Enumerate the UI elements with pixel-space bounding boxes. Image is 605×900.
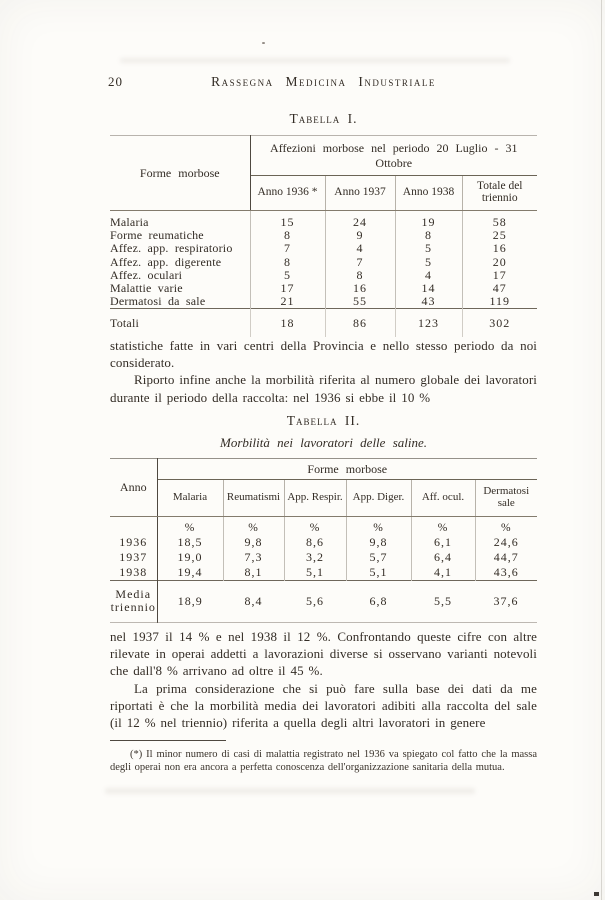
cell-value: 3,2	[284, 550, 346, 565]
cell-value: 25	[462, 229, 537, 242]
table2-col-header: Malaria	[157, 480, 223, 517]
cell-value: 19,0	[157, 550, 223, 565]
table1-col-header: Anno 1936 *	[250, 176, 325, 211]
cell-value: 7	[250, 242, 325, 255]
table2-col-header: Dermatosi sale	[475, 480, 537, 517]
percent-sign: %	[284, 517, 346, 536]
cell-value: 21	[250, 295, 325, 309]
table1-col-header: Totale del triennio	[462, 176, 537, 211]
percent-sign: %	[346, 517, 411, 536]
year-label: 1938	[110, 565, 157, 581]
cell-value: 44,7	[475, 550, 537, 565]
table1-title: Tabella I.	[289, 111, 358, 126]
cell-value: 4,1	[411, 565, 475, 581]
cell-value: 5	[395, 256, 462, 269]
cell-value: 5,1	[284, 565, 346, 581]
cell-value: 15	[250, 211, 325, 230]
cell-value: 24	[325, 211, 395, 230]
cell-value: 5,7	[346, 550, 411, 565]
table-row	[110, 295, 537, 309]
cell-value: 6,4	[411, 550, 475, 565]
media-value: 5,5	[411, 581, 475, 623]
cell-value: 5	[250, 269, 325, 282]
table2-col-header: Aff. ocul.	[411, 480, 475, 517]
percent-sign: %	[223, 517, 284, 536]
cell-value: 14	[395, 282, 462, 295]
totals-label: Totali	[110, 309, 250, 338]
cell-value: 6,1	[411, 535, 475, 550]
table-row	[110, 535, 537, 550]
ink-dot	[262, 42, 265, 44]
cell-value: 43,6	[475, 565, 537, 581]
body-text-2	[110, 628, 537, 731]
cell-value: 19,4	[157, 565, 223, 581]
percent-sign: %	[411, 517, 475, 536]
percent-sign: %	[475, 517, 537, 536]
cell-value: 16	[325, 282, 395, 295]
table1-header-forme-morbose: Forme morbose	[110, 136, 250, 211]
table2-wrap	[110, 458, 537, 623]
cell-value: 8,6	[284, 535, 346, 550]
table2-caption: Morbilità nei lavoratori delle saline.	[219, 435, 427, 450]
table2-col-header: Reumatismi	[223, 480, 284, 517]
table-row	[110, 565, 537, 581]
media-row	[110, 581, 537, 623]
cell-value: 24,6	[475, 535, 537, 550]
cell-value: 119	[462, 295, 537, 309]
footnote-rule	[110, 740, 226, 741]
media-value: 8,4	[223, 581, 284, 623]
row-label: Malaria	[110, 215, 149, 229]
total-value: 123	[395, 309, 462, 338]
paragraph: Riporto infine anche la morbilità riferita al numero globale dei lavoratori durante il periodo della raccolta: nel 1936 si ebbe il 10 %	[110, 372, 537, 405]
cell-value: 8	[395, 229, 462, 242]
year-label: 1936	[110, 535, 157, 550]
media-value: 6,8	[346, 581, 411, 623]
footnote	[110, 748, 537, 774]
media-value: 5,6	[284, 581, 346, 623]
total-value: 302	[462, 309, 537, 338]
cell-value: 43	[395, 295, 462, 309]
cell-value: 9,8	[346, 535, 411, 550]
row-label: Forme reumatiche	[110, 228, 204, 243]
cell-value: 8,1	[223, 565, 284, 581]
cell-value: 58	[462, 211, 537, 230]
cell-value: 8	[325, 269, 395, 282]
cell-value: 8	[250, 256, 325, 269]
total-value: 18	[250, 309, 325, 338]
row-label: Affez. app. digerente	[110, 254, 222, 269]
cell-value: 55	[325, 295, 395, 309]
row-label: Dermatosi da sale	[110, 294, 206, 309]
table-1	[110, 135, 537, 337]
table2-heading	[110, 413, 537, 451]
body-text-1	[110, 337, 537, 406]
scan-speck	[594, 892, 599, 896]
total-value: 86	[325, 309, 395, 338]
cell-value: 47	[462, 282, 537, 295]
row-label: Malattie varie	[110, 281, 183, 296]
cell-value: 7,3	[223, 550, 284, 565]
table1-col-header: Anno 1938	[395, 176, 462, 211]
table2-span-header: Forme morbose	[157, 459, 537, 480]
cell-value: 4	[395, 269, 462, 282]
table-2	[110, 458, 537, 623]
row-label: Affez. oculari	[110, 267, 183, 282]
running-head	[110, 74, 537, 90]
table-row	[110, 242, 537, 255]
paragraph: statistiche fatte in vari centri della Provincia e nello stesso periodo da noi considerato.	[110, 338, 537, 371]
year-label: 1937	[110, 550, 157, 565]
table2-col-header: App. Respir.	[284, 480, 346, 517]
cell-value: 18,5	[157, 535, 223, 550]
table1-wrap	[110, 135, 537, 337]
cell-value: 7	[325, 256, 395, 269]
scan-ghost-text	[105, 788, 475, 794]
table1-col-header: Anno 1937	[325, 176, 395, 211]
cell-value: 17	[462, 269, 537, 282]
paragraph: La prima considerazione che si può fare sulla base dei dati da me riportati è che la morbilità media dei lavoratori adibiti alla raccolta del sale (il 12 % nel triennio) riferita a quella degli altri lavoratori in genere	[110, 680, 537, 731]
media-value: 37,6	[475, 581, 537, 623]
cell-value: 9	[325, 229, 395, 242]
percent-sign: %	[157, 517, 223, 536]
table-row	[110, 550, 537, 565]
cell-value: 9,8	[223, 535, 284, 550]
cell-value: 17	[250, 282, 325, 295]
journal-title: Rassegna Medicina Industriale	[211, 74, 436, 89]
table-row	[110, 256, 537, 269]
cell-value: 19	[395, 211, 462, 230]
totals-row	[110, 309, 537, 338]
cell-value: 8	[250, 229, 325, 242]
table2-col-header: App. Diger.	[346, 480, 411, 517]
table-row	[110, 211, 537, 230]
footnote-text: (*) Il minor numero di casi di malattia registrato nel 1936 va spiegato col fatto che la massa degli operai non era ancora a perfetta conoscenza dell'organizzazione sanitaria della mutua.	[110, 749, 537, 773]
cell-value: 20	[462, 256, 537, 269]
media-label: Media triennio	[110, 581, 157, 623]
percent-row	[110, 517, 537, 536]
row-label: Affez. app. respiratorio	[110, 241, 233, 256]
page-number: 20	[108, 74, 123, 89]
table2-header-anno: Anno	[110, 459, 157, 517]
empty-cell	[110, 517, 157, 536]
cell-value: 16	[462, 242, 537, 255]
cell-value: 5	[395, 242, 462, 255]
media-value: 18,9	[157, 581, 223, 623]
cell-value: 4	[325, 242, 395, 255]
table1-span-header: Affezioni morbose nel periodo 20 Luglio - 31 Ottobre	[250, 136, 537, 176]
scan-smudge	[120, 58, 510, 63]
paragraph: nel 1937 il 14 % e nel 1938 il 12 %. Confrontando queste cifre con altre rilevate in operai addetti a lavorazioni diverse si osservano varianti notevoli che dall'8 % arrivano ad oltre il 45 %.	[110, 629, 537, 679]
table2-title: Tabella II.	[286, 413, 361, 428]
cell-value: 5,1	[346, 565, 411, 581]
